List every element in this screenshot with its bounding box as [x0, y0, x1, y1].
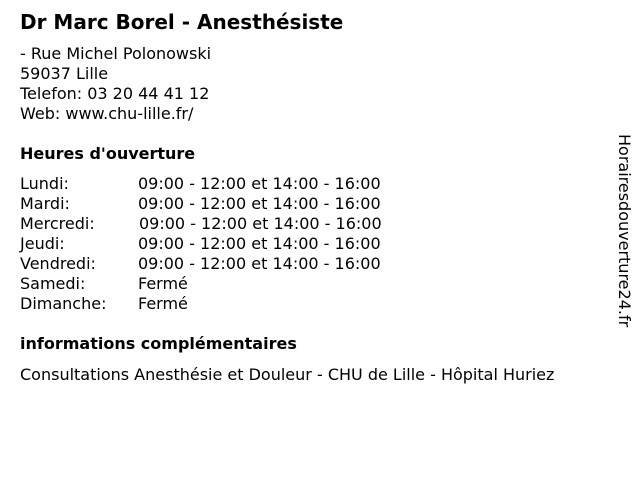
site-watermark: Horairesdouverture24.fr	[615, 134, 634, 328]
hours-time: Fermé	[138, 294, 188, 313]
hours-time: Fermé	[138, 274, 188, 293]
info-text: Consultations Anesthésie et Douleur - CHU de Lille - Hôpital Huriez	[20, 365, 555, 384]
hours-day: Dimanche:	[20, 294, 107, 313]
hours-time: 09:00 - 12:00 et 14:00 - 16:00	[139, 214, 382, 233]
hours-day: Vendredi:	[20, 254, 96, 273]
hours-day: Mardi:	[20, 194, 70, 213]
hours-day: Lundi:	[20, 174, 69, 193]
hours-time: 09:00 - 12:00 et 14:00 - 16:00	[138, 174, 381, 193]
hours-day: Samedi:	[20, 274, 86, 293]
hours-day: Jeudi:	[20, 234, 65, 253]
address-block	[20, 44, 211, 124]
page-title: Dr Marc Borel - Anesthésiste	[20, 10, 344, 34]
hours-time: 09:00 - 12:00 et 14:00 - 16:00	[138, 234, 381, 253]
address-phone: Telefon: 03 20 44 41 12	[20, 84, 210, 103]
hours-heading: Heures d'ouverture	[20, 144, 196, 163]
hours-time: 09:00 - 12:00 et 14:00 - 16:00	[138, 194, 381, 213]
hours-time: 09:00 - 12:00 et 14:00 - 16:00	[138, 254, 381, 273]
address-web: Web: www.chu-lille.fr/	[20, 104, 194, 123]
address-street: - Rue Michel Polonowski	[20, 44, 212, 63]
hours-day: Mercredi:	[20, 214, 95, 233]
address-city: 59037 Lille	[20, 64, 109, 83]
info-heading: informations complémentaires	[20, 334, 297, 353]
